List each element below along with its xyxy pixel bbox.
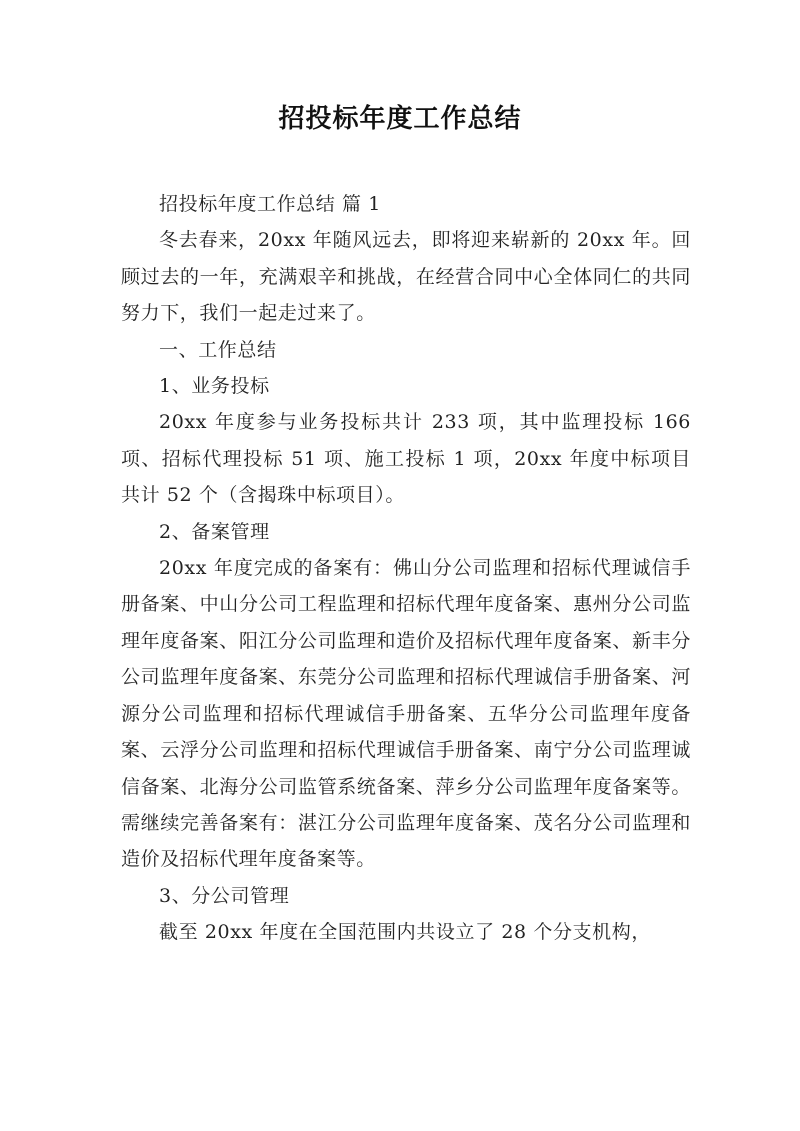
subsection-heading: 3、分公司管理 [159,884,290,907]
subsection-heading: 1、业务投标 [159,375,270,398]
section-heading: 一、工作总结 [159,338,277,361]
paragraph: 20xx 年度参与业务投标共计 233 项，其中监理投标 166 项、招标代理投标 51 项、施工投标 1 项，20xx 年度中标项目共计 52 个（含揭珠中标项目）。 [121,411,691,507]
paragraph: 冬去春来，20xx 年随风远去，即将迎来崭新的 20xx 年。回顾过去的一年，充满艰辛和挑战，在经营合同中心全体同仁的共同努力下，我们一起走过来了。 [121,229,691,325]
section-heading: 招投标年度工作总结 篇 1 [159,193,381,215]
paragraph: 20xx 年度完成的备案有：佛山分公司监理和招标代理诚信手册备案、中山分公司工程监理和招标代理年度备案、惠州分公司监理年度备案、阳江分公司监理和造价及招标代理年度备案、新丰分公司监理年度备案、东莞分公司监理和招标代理诚信手册备案、河源分公司监理和招标代理诚信手册备案、五华分公司监理年度备案、云浮分公司监理和招标代理诚信手册备案、南宁分公司监理诚信备案、北海分公司监管系统备案、萍乡分公司监理年度备案等。需继续完善备案有：湛江分公司监理年度备案、茂名分公司监理和造价及招标代理年度备案等。 [121,557,691,871]
paragraph: 截至 20xx 年度在全国范围内共设立了 28 个分支机构， [159,921,651,944]
subsection-heading: 2、备案管理 [159,520,270,543]
document-title: 招投标年度工作总结 [278,104,522,134]
document-body [121,186,691,951]
